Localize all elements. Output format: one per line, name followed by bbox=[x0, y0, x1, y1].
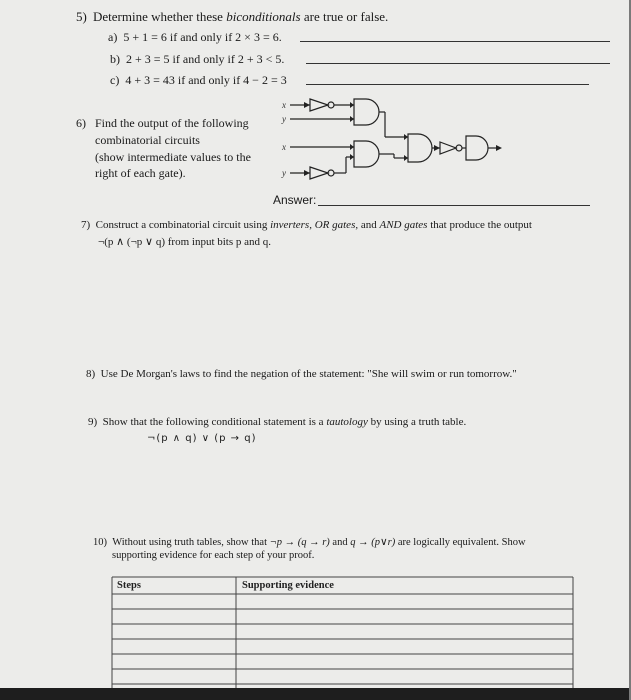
table-header-steps: Steps bbox=[117, 580, 141, 591]
q5-item-b: b) 2 + 3 = 5 if and only if 2 + 3 < 5. bbox=[110, 52, 285, 66]
q8-text: 8) Use De Morgan's laws to find the negation of the statement: "She will swim or run tomorrow." bbox=[86, 368, 517, 380]
q5-answer-line-c[interactable] bbox=[306, 84, 589, 85]
q5-prompt: Determine whether these biconditionals are true or false. bbox=[93, 9, 389, 24]
logic-circuit-diagram bbox=[270, 92, 510, 192]
background-edge bbox=[0, 688, 631, 700]
proof-table bbox=[110, 575, 575, 688]
and-gate-final bbox=[466, 136, 488, 160]
table-header-evidence: Supporting evidence bbox=[242, 580, 334, 591]
input-label-y1: y bbox=[282, 114, 286, 124]
not-gate-bottom bbox=[310, 167, 328, 179]
q6-line-4: right of each gate). bbox=[95, 166, 186, 180]
not-gate-output bbox=[440, 142, 456, 154]
q10-line-2: supporting evidence for each step of your proof. bbox=[112, 550, 315, 561]
q5-number: 5) bbox=[76, 9, 87, 24]
and-gate-top bbox=[354, 99, 379, 125]
q6-answer-line[interactable] bbox=[318, 205, 590, 206]
q6-line-2: combinatorial circuits bbox=[95, 133, 200, 147]
q5-answer-line-b[interactable] bbox=[306, 63, 610, 64]
q6-answer-label: Answer: bbox=[273, 193, 317, 207]
q5-answer-line-a[interactable] bbox=[300, 41, 610, 42]
q5-item-a: a) 5 + 1 = 6 if and only if 2 × 3 = 6. bbox=[108, 30, 282, 44]
q7-formula-line: ¬(p ∧ (¬p ∨ q) from input bits p and q. bbox=[98, 236, 272, 248]
input-label-y2: y bbox=[282, 168, 286, 178]
q5-item-c: c) 4 + 3 = 43 if and only if 4 − 2 = 3 bbox=[110, 73, 287, 87]
q10-text: 10) Without using truth tables, show that ¬p → (q → r) and q → (p∨r) are logically equivalent. Show bbox=[93, 537, 526, 548]
and-gate-middle bbox=[408, 134, 432, 162]
input-label-x1: x bbox=[282, 100, 286, 110]
q6-line-3: (show intermediate values to the bbox=[95, 150, 251, 164]
not-gate-top bbox=[310, 99, 328, 111]
q7-text: 7) Construct a combinatorial circuit using inverters, OR gates, and AND gates that produce the output bbox=[81, 219, 532, 231]
input-label-x2: x bbox=[282, 142, 286, 152]
and-gate-bottom bbox=[354, 141, 379, 167]
q6-number: 6) bbox=[76, 116, 86, 130]
q9-formula: ¬(p ∧ q) ∨ (p → q) bbox=[147, 433, 257, 444]
q9-text: 9) Show that the following conditional statement is a tautology by using a truth table. bbox=[88, 416, 467, 428]
q6-line-1: Find the output of the following bbox=[95, 116, 249, 130]
